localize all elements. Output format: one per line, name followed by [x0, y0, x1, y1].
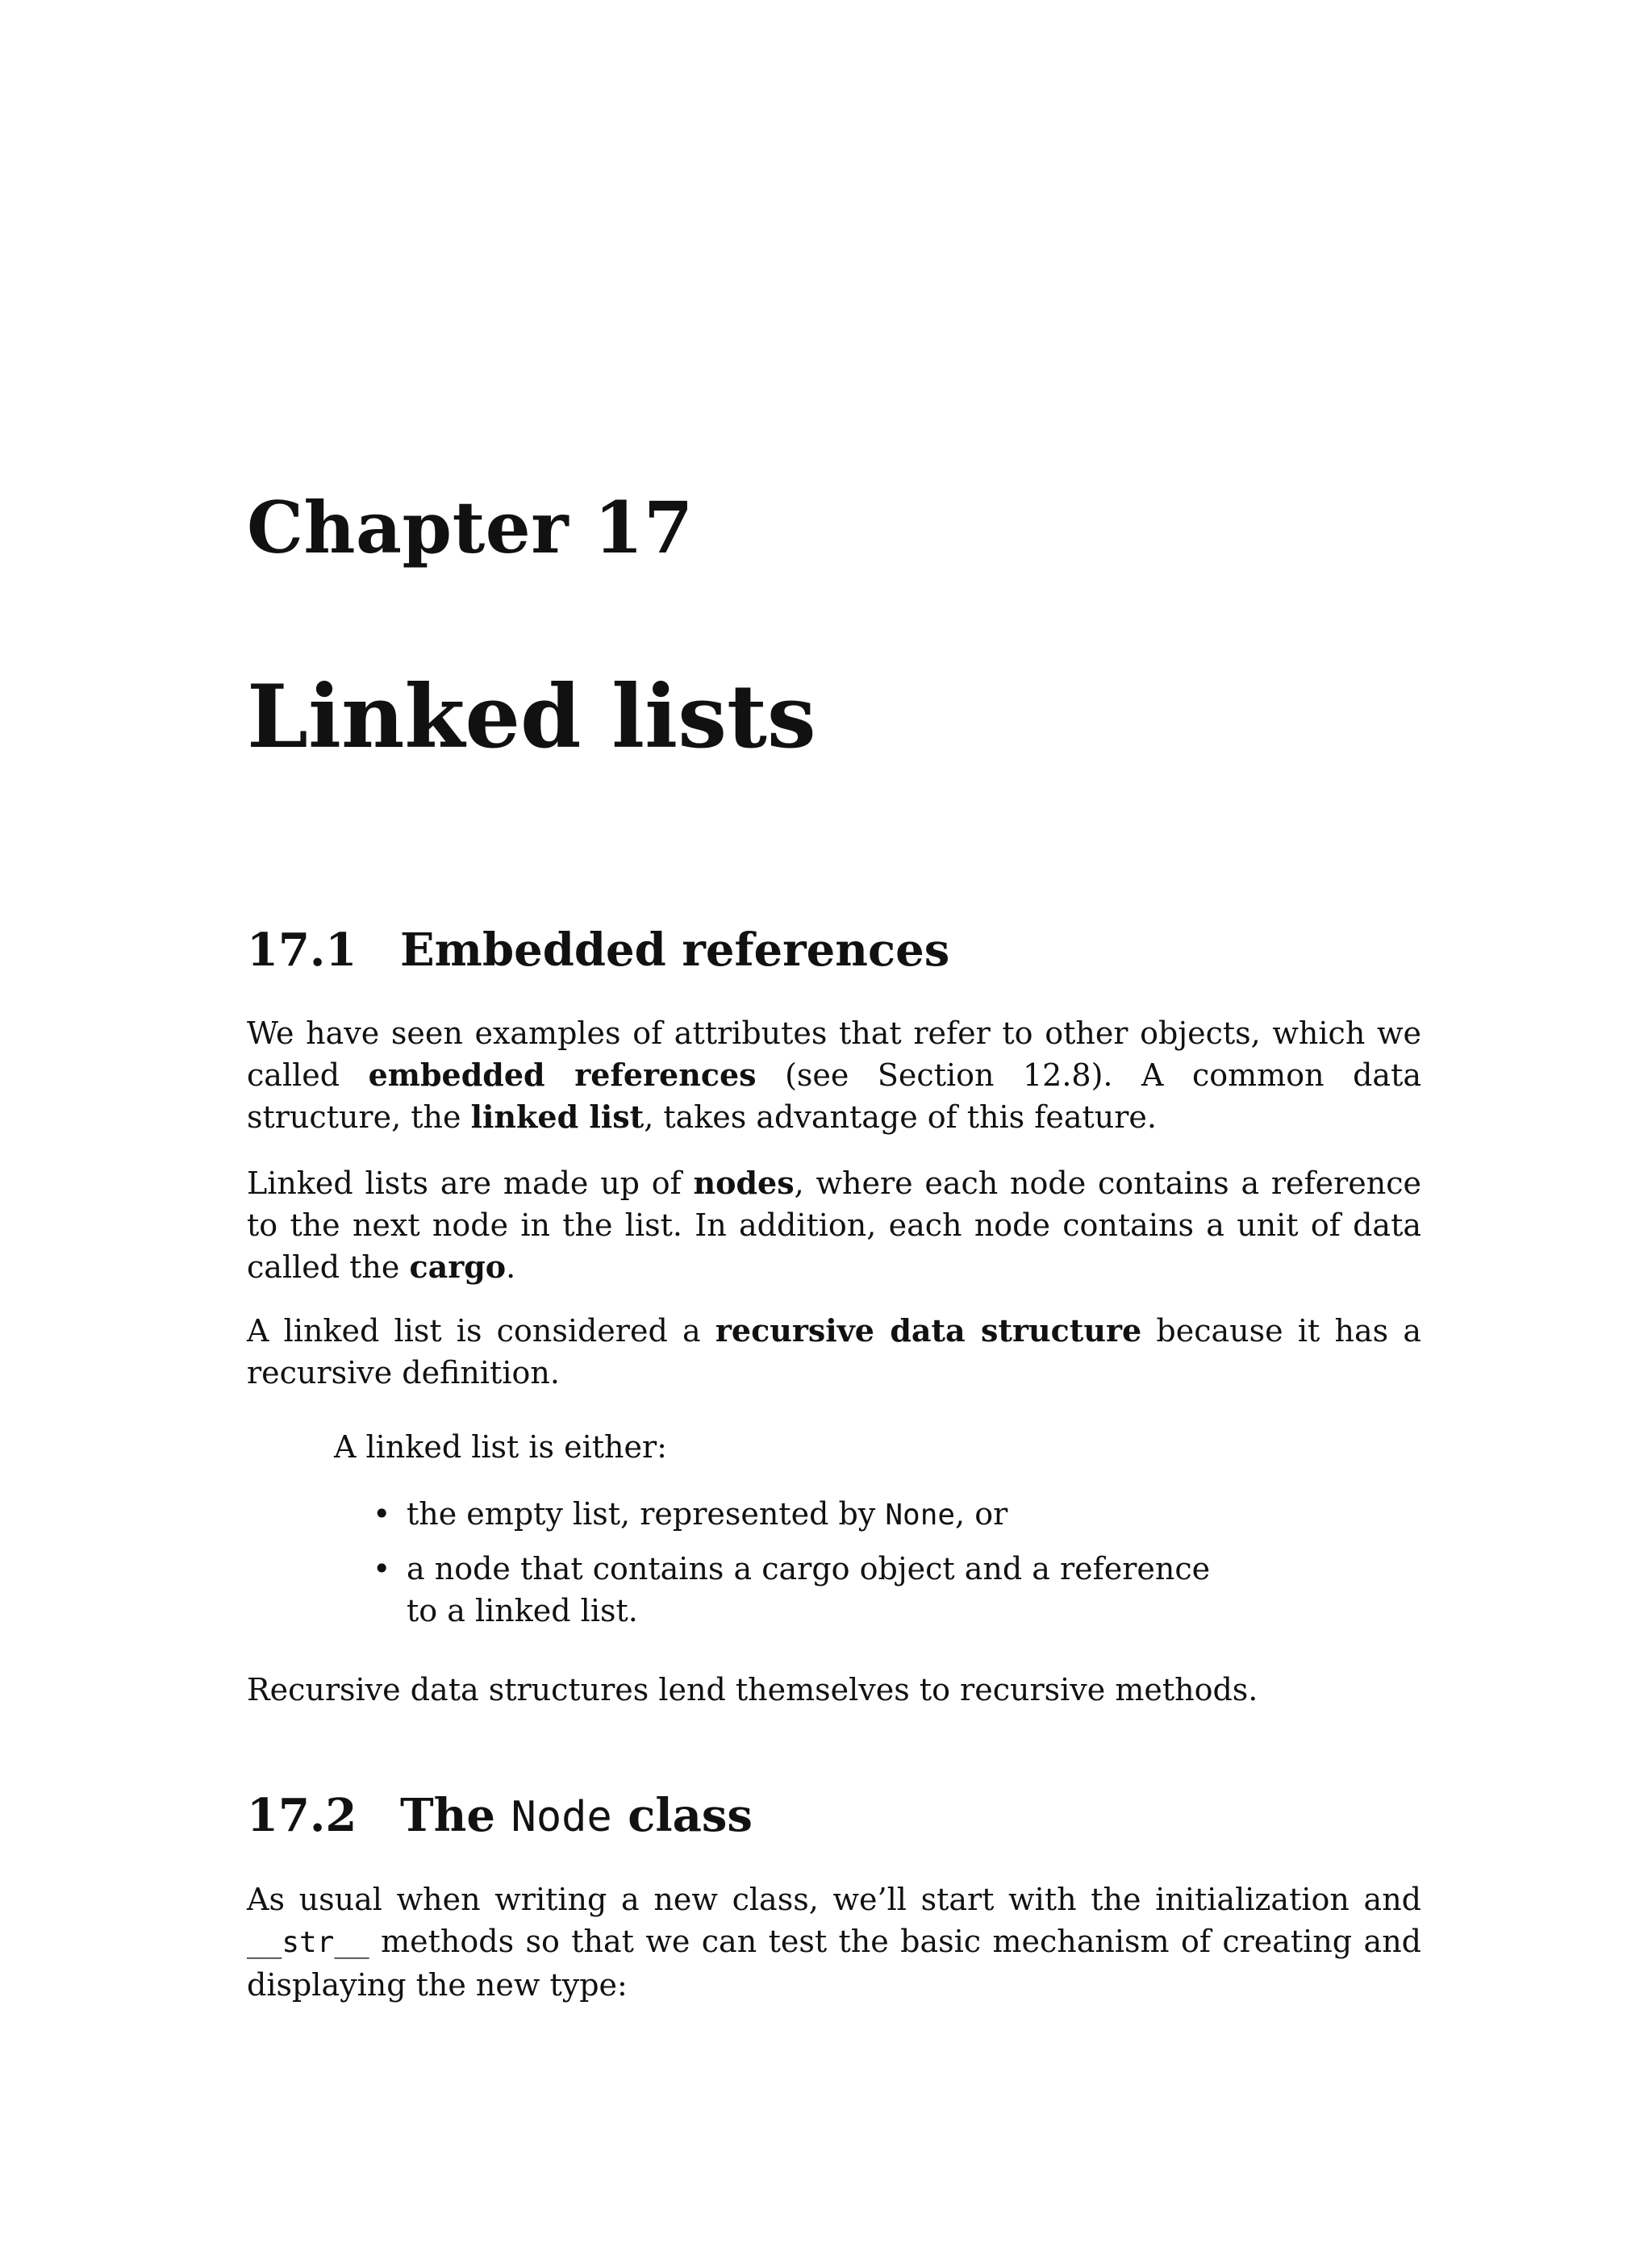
paragraph-text: methods so that we can test the basic mechanism of creating and displaying the new type:	[247, 1924, 1421, 2003]
term-embedded-references: embedded references	[368, 1057, 757, 1093]
paragraph-node-class-intro	[247, 1878, 1421, 2006]
paragraph-text: , takes advantage of this feature.	[644, 1099, 1157, 1135]
section-number: 17.1	[247, 924, 357, 977]
paragraph-text: Recursive data structures lend themselves to recursive methods.	[247, 1672, 1258, 1707]
paragraph-text: because it has a recursive definition.	[247, 1313, 1421, 1391]
section-title-suffix: class	[628, 1789, 753, 1842]
list-item-text: a node that contains a cargo object and a reference to a linked list.	[407, 1551, 1211, 1628]
section-heading-17-2	[247, 1789, 753, 1842]
chapter-title: Linked lists	[247, 666, 816, 768]
section-title: Embedded references	[400, 924, 950, 977]
list-item-text: , or	[955, 1496, 1008, 1532]
term-cargo: cargo	[409, 1249, 507, 1285]
paragraph-text: .	[506, 1249, 516, 1285]
bullet-icon: •	[373, 1551, 391, 1586]
code-none: None	[885, 1499, 956, 1532]
term-nodes: nodes	[693, 1165, 795, 1201]
list-item-text: the empty list, represented by	[407, 1496, 886, 1532]
paragraph-recursive-methods	[247, 1669, 1421, 1711]
paragraph-text: As usual when writing a new class, we’ll start with the initialization and	[247, 1882, 1421, 1917]
paragraph-nodes	[247, 1162, 1421, 1288]
list-item	[369, 1548, 1224, 1632]
section-title-prefix: The	[400, 1789, 496, 1842]
paragraph-text: Linked lists are made up of	[247, 1165, 694, 1201]
code-str-method: __str__	[247, 1926, 369, 1959]
paragraph-text: A linked list is considered a	[247, 1313, 715, 1349]
paragraph-text: , where each node contains a reference to the next node in the list. In addition, each node contains a unit of data called the	[247, 1165, 1421, 1285]
paragraph-embedded-references	[247, 1012, 1421, 1138]
term-linked-list: linked list	[470, 1099, 645, 1135]
list-item	[369, 1493, 1224, 1536]
paragraph-recursive-structure	[247, 1310, 1421, 1394]
paragraph-text: (see Section 12.8). A common data structure, the	[247, 1057, 1421, 1135]
section-title-code: Node	[511, 1793, 612, 1841]
chapter-number: Chapter 17	[247, 486, 694, 569]
section-number: 17.2	[247, 1789, 357, 1842]
definition-list	[369, 1493, 1224, 1643]
definition-lead: A linked list is either:	[334, 1429, 667, 1465]
bullet-icon: •	[373, 1496, 391, 1532]
paragraph-text: We have seen examples of attributes that refer to other objects, which we called	[247, 1015, 1421, 1093]
section-heading-17-1	[247, 924, 950, 977]
term-recursive-data-structure: recursive data structure	[715, 1312, 1142, 1349]
